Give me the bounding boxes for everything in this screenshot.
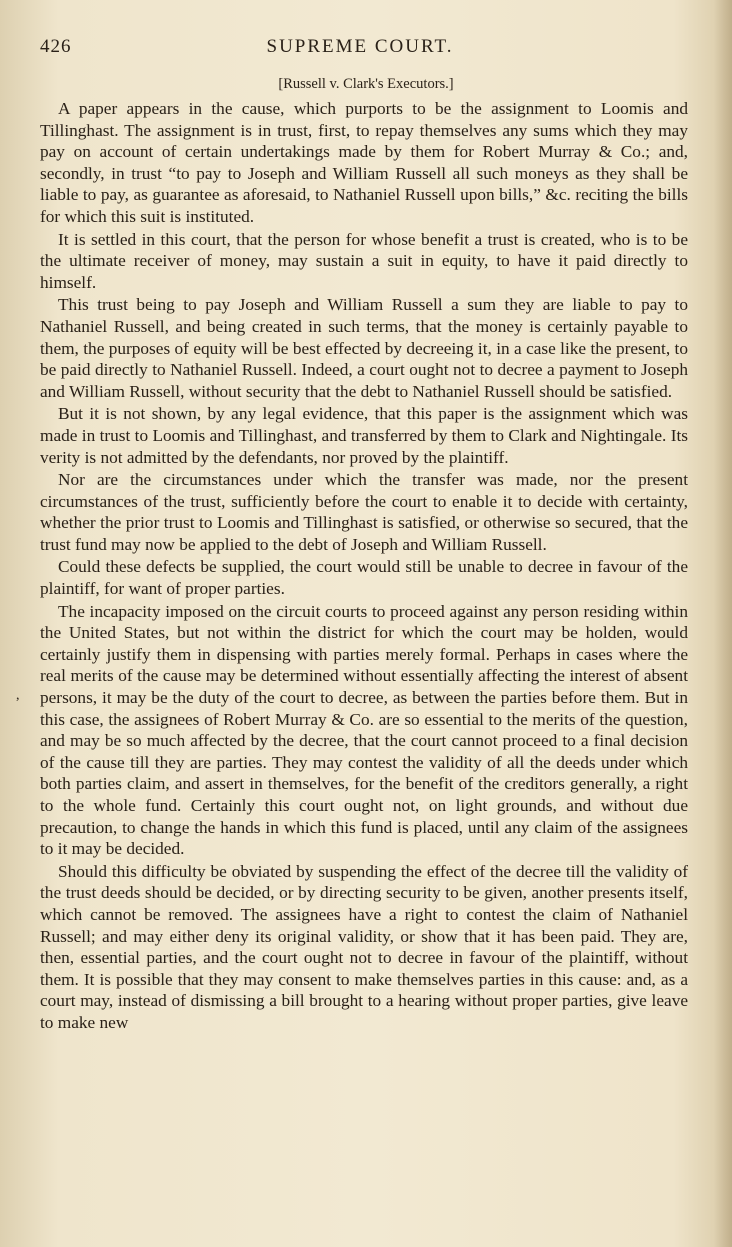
margin-mark: , [16, 688, 20, 703]
paragraph: Nor are the circumstances under which the transfer was made, nor the present circumstances of the trust, sufficiently before the court to enable it to decide with certainty, whether the prior trust to Loomis and Tillinghast is satisfied, or otherwise so secured, that the trust fund may now be applied to the debt of Joseph and William Russell. [40, 470, 688, 554]
paragraph: It is settled in this court, that the person for whose benefit a trust is created, who is to be the ultimate receiver of money, may sustain a suit in equity, to have it paid directly to himself. [40, 229, 688, 292]
paragraph: Should this difficulty be obviated by suspending the effect of the decree till the validity of the trust deeds should be decided, or by directing security to be given, another presents itself, which cannot be removed. The assignees have a right to contest the claim of Nathaniel Russell; and may either deny its original validity, or show that it has been paid. They are, then, essential parties, and the court ought not to decree in favour of the plaintiff, without them. It is possible that they may consent to make themselves parties in this cause: and, as a court may, instead of dismissing a bill brought to a hearing without proper parties, give leave to make new [40, 861, 688, 1032]
page-number: 426 [40, 36, 72, 57]
page-edge-shadow [714, 0, 732, 1247]
page-header [40, 36, 680, 64]
paragraph: A paper appears in the cause, which purports to be the assignment to Loomis and Tillinghast. The assignment is in trust, first, to repay themselves any sums which they may pay on account of certain undertakings made by them for Robert Murray & Co.; and, secondly, in trust “to pay to Joseph and William Russell all such moneys as they shall be liable to pay, as guarantee as aforesaid, to Nathaniel Russell upon bills,” &c. reciting the bills for which this suit is instituted. [40, 99, 688, 226]
running-title: SUPREME COURT. [266, 36, 454, 57]
paragraph: Could these defects be supplied, the court would still be unable to decree in favour of the plaintiff, for want of proper parties. [40, 557, 688, 599]
paragraph: The incapacity imposed on the circuit courts to proceed against any person residing within the United States, but not within the district for which the court may be holden, would certainly justify them in dispensing with parties merely formal. Perhaps in cases where the real merits of the cause may be determined without essentially affecting the interest of absent persons, it may be the duty of the court to decree, as between the parties before them. But in this case, the assignees of Robert Murray & Co. are so essential to the merits of the question, and may be so much affected by the decree, that the court cannot proceed to a final decision of the cause till they are parties. They may contest the validity of all the deeds under which both parties claim, and assert in themselves, for the benefit of the creditors generally, a right to the whole fund. Certainly this court ought not, on light grounds, and without due precaution, to change the hands in which this fund is placed, until any claim of the assignees to it may be decided. [40, 601, 688, 859]
case-caption: [Russell v. Clark's Executors.] [278, 76, 454, 92]
body-text [40, 98, 688, 1035]
paragraph: But it is not shown, by any legal evidence, that this paper is the assignment which was made in trust to Loomis and Tillinghast, and transferred by them to Clark and Nightingale. Its verity is not admitted by the defendants, nor proved by the plaintiff. [40, 404, 688, 467]
paragraph: This trust being to pay Joseph and William Russell a sum they are liable to pay to Nathaniel Russell, and being created in such terms, that the money is certainly payable to them, the purposes of equity will be best effected by decreeing it, in a case like the present, to be paid directly to Nathaniel Russell. Indeed, a court ought not to decree a payment to Joseph and William Russell, without security that the debt to Nathaniel Russell should be satisfied. [40, 295, 688, 401]
